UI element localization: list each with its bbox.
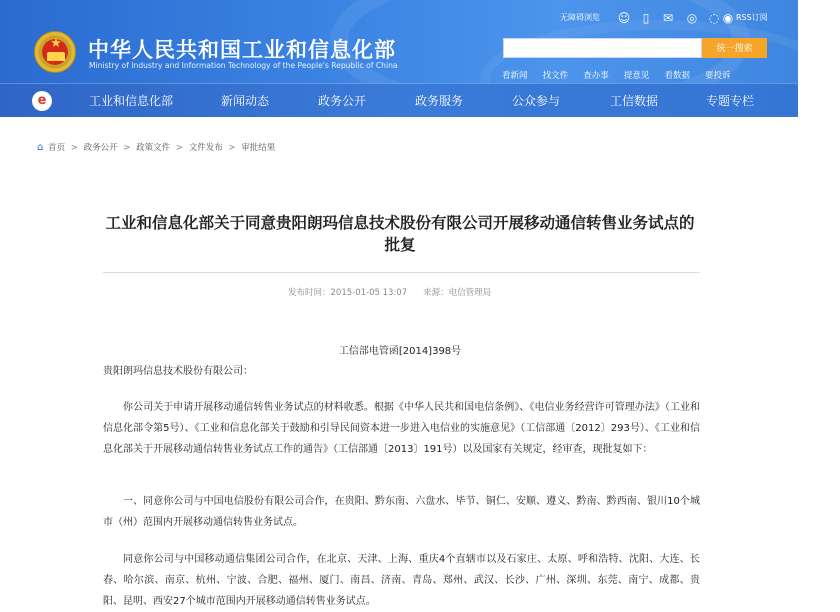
quick-link-services[interactable]: 查办事 bbox=[583, 71, 609, 81]
search-button[interactable]: 统一搜索 bbox=[702, 38, 767, 58]
breadcrumb bbox=[37, 141, 275, 153]
breadcrumb-file-release[interactable]: 文件发布 bbox=[188, 143, 223, 153]
article-paragraph: 一、同意你公司与中国电信股份有限公司合作，在贵阳、黔东南、六盘水、毕节、铜仁、安顺、遵义、黔南、黔西南、银川10个城市（州）范围内开展移动通信转售业务试点。 bbox=[103, 496, 700, 528]
quick-link-complaint[interactable]: 要投诉 bbox=[705, 71, 731, 81]
publish-time-label: 发布时间： bbox=[288, 288, 331, 298]
article-paragraph: 你公司关于申请开展移动通信转售业务试点的材料收悉。根据《中华人民共和国电信条例》、《电信业务经营许可管理办法》（工业和信息化部令第5号）、《工业和信息化部关于鼓励和引导民间资本进一步进入电信业的实施意见》（工信部通〔2012〕293号）、《工业和信息化部关于开展移动通信转售业务试点工作的通告》（工信部通〔2013〕191号）以及国家有关规定，经审查，现批复如下： bbox=[103, 402, 700, 455]
nav-item-news[interactable]: 新闻动态 bbox=[221, 94, 270, 108]
breadcrumb-approval-results[interactable]: 审批结果 bbox=[241, 143, 276, 153]
site-header bbox=[0, 0, 798, 83]
home-logo-icon[interactable]: e bbox=[32, 91, 52, 111]
main-nav bbox=[0, 83, 798, 117]
publish-time: 2015-01-05 13:07 bbox=[330, 288, 408, 298]
robot-icon[interactable]: ☺ bbox=[617, 11, 631, 25]
article-title: 工业和信息化部关于同意贵阳朗玛信息技术股份有限公司开展移动通信转售业务试点的批复 bbox=[105, 214, 695, 254]
breadcrumb-home[interactable]: 首页 bbox=[48, 143, 66, 153]
star-icon: ★ bbox=[50, 36, 62, 51]
article-paragraph: 同意你公司与中国移动通信集团公司合作，在北京、天津、上海、重庆4个直辖市以及石家庄、太原、呼和浩特、沈阳、大连、长春、哈尔滨、南京、杭州、宁波、合肥、福州、厦门、南昌、济南、青岛、郑州、武汉、长沙、广州、深圳、东莞、南宁、成都、贵阳、昆明、西安27个城市范围内开展移动通信转售业务试点。 bbox=[103, 554, 700, 607]
breadcrumb-separator: > bbox=[70, 143, 78, 153]
quick-link-feedback[interactable]: 提意见 bbox=[623, 71, 650, 81]
article-meta bbox=[288, 286, 491, 298]
nav-item-gov-affairs[interactable]: 政务公开 bbox=[318, 94, 367, 108]
accessibility-link[interactable]: 无障碍浏览 bbox=[560, 13, 600, 22]
addressee: 贵阳朗玛信息技术股份有限公司： bbox=[103, 366, 253, 377]
rss-link[interactable]: RSS订阅 bbox=[736, 13, 768, 22]
wechat-icon[interactable]: ◌ bbox=[708, 11, 720, 25]
nav-item-services[interactable]: 政务服务 bbox=[415, 94, 464, 108]
source-label: 来源： bbox=[423, 288, 449, 298]
source: 电信管理局 bbox=[448, 288, 492, 298]
quick-link-news[interactable]: 看新闻 bbox=[502, 71, 528, 81]
nav-item-topics[interactable]: 专题专栏 bbox=[706, 94, 755, 108]
site-subtitle: Ministry of Industry and Information Technology of the People's Republic of China bbox=[89, 61, 398, 70]
mobile-icon[interactable]: ▯ bbox=[642, 11, 650, 25]
title-divider bbox=[103, 272, 700, 273]
rss-icon[interactable]: ◉ bbox=[722, 11, 734, 25]
site-title[interactable]: 中华人民共和国工业和信息化部 bbox=[88, 38, 396, 62]
breadcrumb-separator: > bbox=[228, 143, 236, 153]
document-number: 工信部电管函[2014]398号 bbox=[338, 346, 462, 357]
breadcrumb-separator: > bbox=[123, 143, 131, 153]
home-icon: ⌂ bbox=[37, 142, 44, 153]
nav-item-participation[interactable]: 公众参与 bbox=[512, 94, 561, 108]
national-emblem-logo[interactable] bbox=[34, 31, 76, 73]
quick-links bbox=[502, 63, 741, 81]
search-input[interactable] bbox=[503, 38, 702, 58]
quick-link-files[interactable]: 找文件 bbox=[542, 71, 569, 81]
nav-item-data[interactable]: 工信数据 bbox=[610, 94, 659, 108]
weibo-icon[interactable]: ◎ bbox=[686, 11, 698, 25]
breadcrumb-separator: > bbox=[175, 143, 183, 153]
gate-icon bbox=[47, 52, 65, 61]
mail-icon[interactable]: ✉ bbox=[662, 11, 674, 25]
breadcrumb-gov-affairs[interactable]: 政务公开 bbox=[83, 143, 118, 153]
breadcrumb-policy-files[interactable]: 政策文件 bbox=[136, 143, 171, 153]
quick-link-data[interactable]: 看数据 bbox=[664, 71, 690, 81]
nav-item-ministry[interactable]: 工业和信息化部 bbox=[89, 94, 174, 108]
